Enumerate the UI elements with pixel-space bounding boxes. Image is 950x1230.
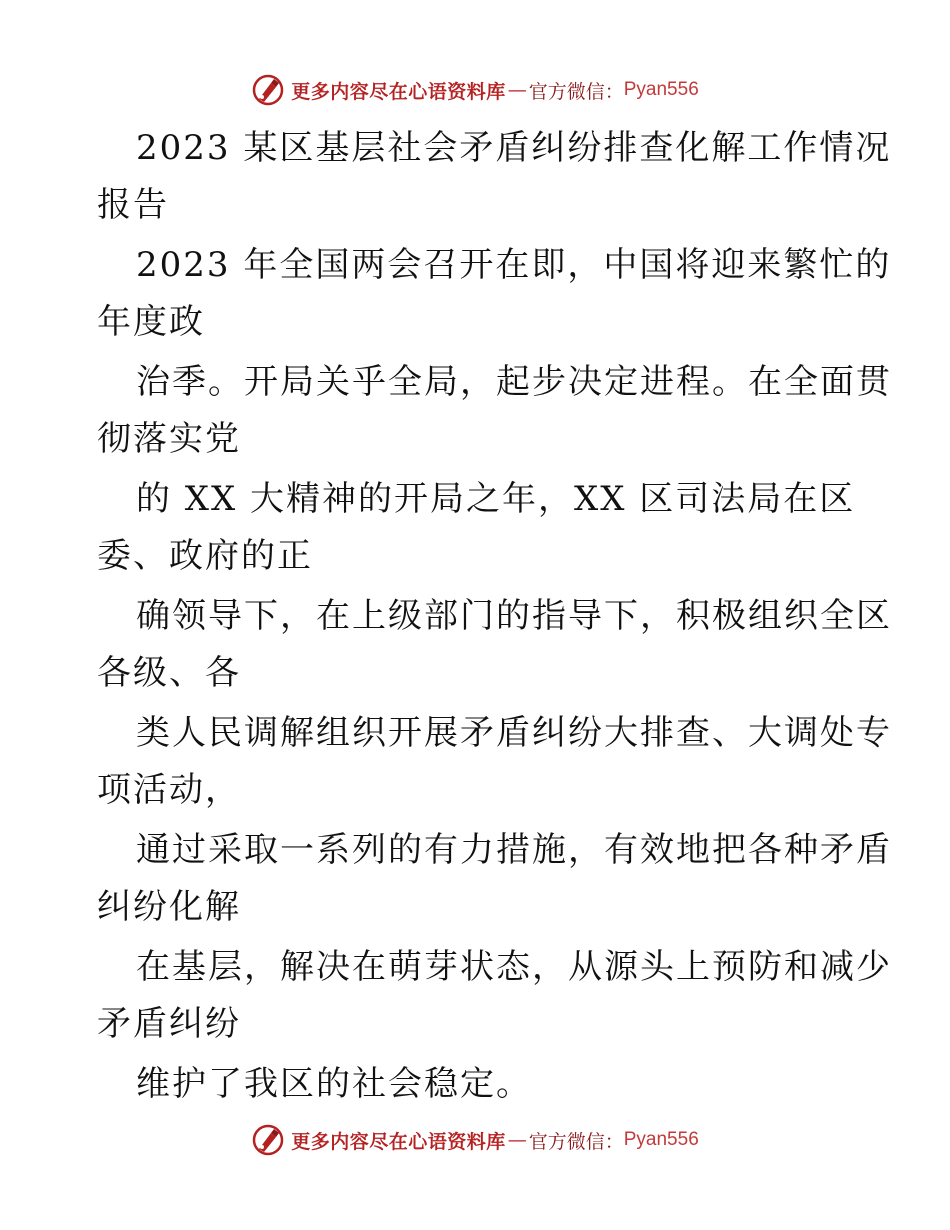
paragraph-line: 维护了我区的社会稳定。 [136,1064,532,1104]
paragraph-line: 委、政府的正 [97,536,313,576]
paragraph-line: 2023 年全国两会召开在即，中国将迎来繁忙的 [136,245,892,285]
paragraph-line: 年度政 [97,302,205,342]
banner-wechat-label: 官方微信： [528,1130,624,1153]
document-title-line-2: 报告 [97,185,169,225]
banner-separator: — [507,79,527,101]
paragraph-line: 通过采取一系列的有力措施，有效地把各种矛盾 [136,830,892,870]
paragraph-line: 彻落实党 [97,419,241,459]
banner-wechat-id: Pyan556 [623,1129,699,1150]
banner-wechat-label: 官方微信： [528,80,624,103]
paragraph-line: 项活动， [97,770,241,810]
paragraph-line: 确领导下，在上级部门的指导下，积极组织全区 [136,596,892,636]
footer-banner [0,1120,950,1160]
paragraph-line: 在基层，解决在萌芽状态，从源头上预防和减少 [136,947,892,987]
banner-separator: — [507,1129,527,1151]
paragraph-line: 的 XX 大精神的开局之年，XX 区司法局在区 [136,479,856,519]
paragraph-line: 矛盾纠纷 [97,1004,241,1044]
paragraph-line: 纠纷化解 [97,887,241,927]
paragraph-line: 各级、各 [97,653,241,693]
banner-title: 更多内容尽在心语资料库 [291,1130,506,1153]
banner-title: 更多内容尽在心语资料库 [291,80,506,103]
paragraph-line: 治季。开局关乎全局，起步决定进程。在全面贯 [136,362,892,402]
document-title-line-1: 2023 某区基层社会矛盾纠纷排查化解工作情况 [136,128,892,168]
paragraph-line: 类人民调解组织开展矛盾纠纷大排查、大调处专 [136,713,892,753]
pen-logo-icon [251,1123,285,1157]
banner-wechat-id: Pyan556 [623,79,699,100]
